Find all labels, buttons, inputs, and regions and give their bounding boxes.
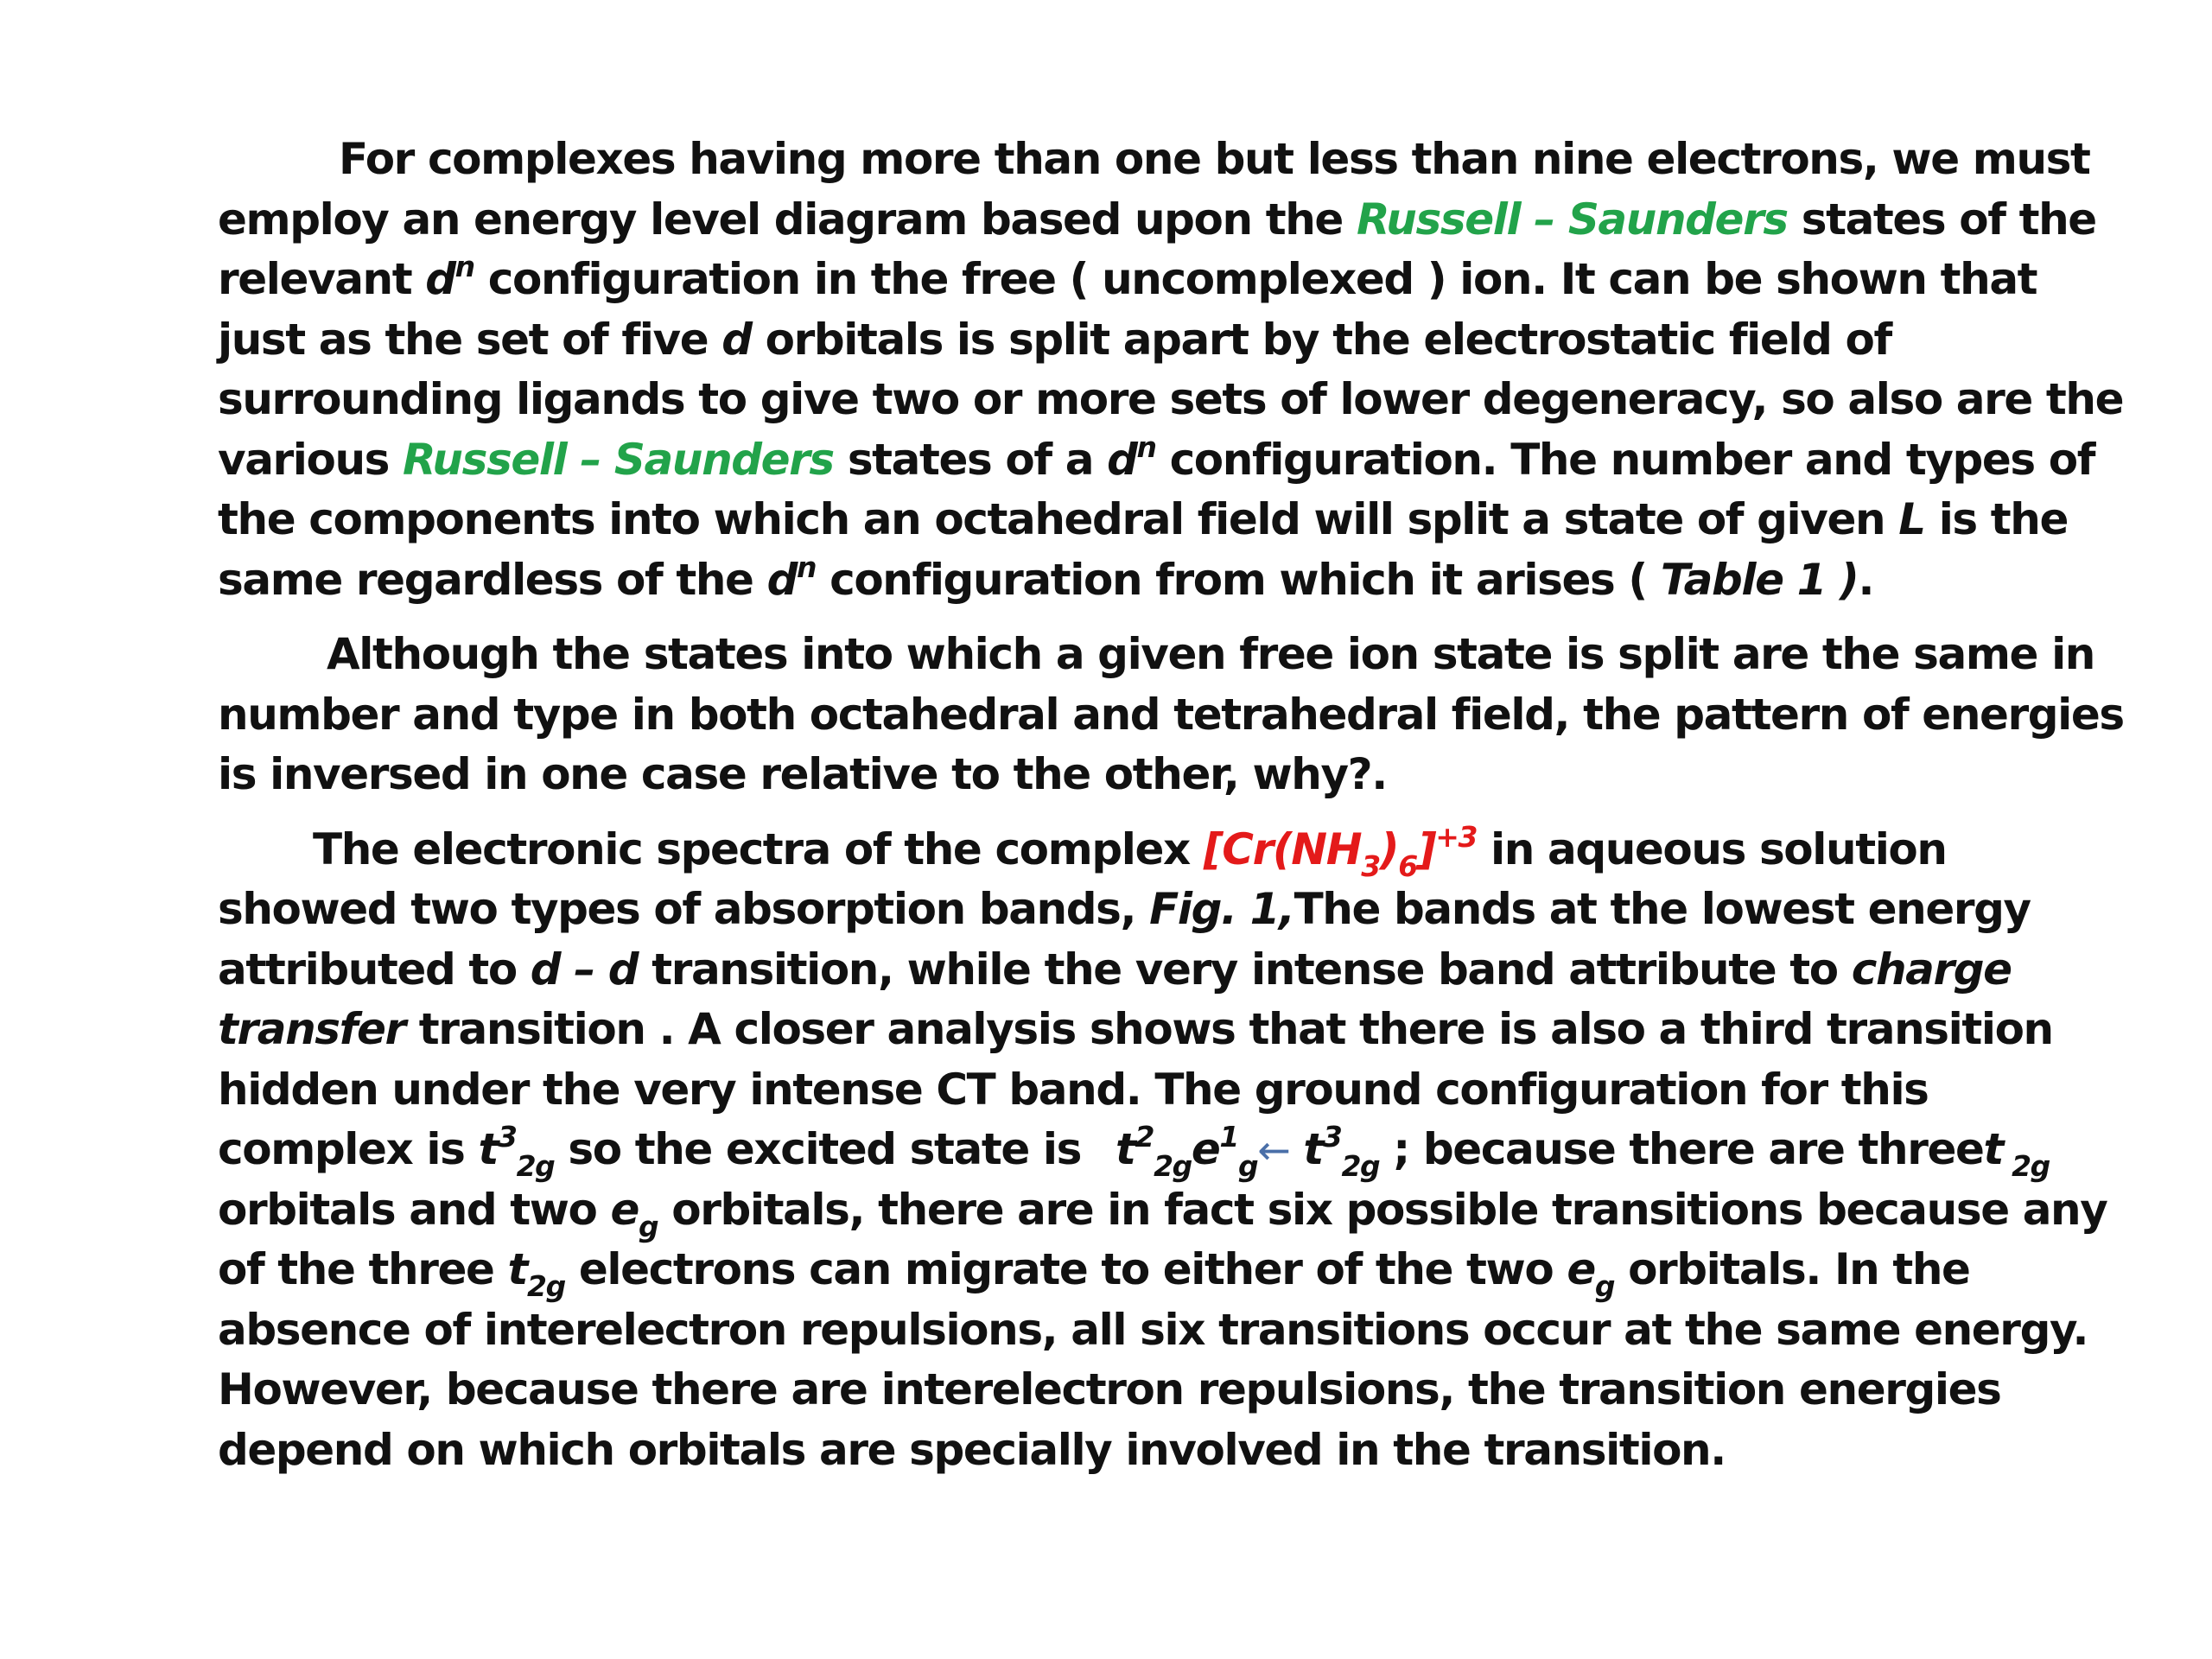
paragraph-1 [218,130,2124,610]
subscript: 2g [2003,1149,2050,1183]
d-symbol: d [1107,434,1137,485]
p1-line-1 [218,130,2110,190]
p1-line-7 [218,490,2110,550]
p3-line-2 [218,880,2110,940]
p3-text: electrons can migrate to either of the two [564,1244,1567,1294]
p3-line-8 [218,1240,2110,1303]
p3-text: complex is [218,1124,479,1174]
t-symbol: t [1116,1124,1135,1174]
p2-text: is inversed in one case relative to the other, why?. [218,749,1387,799]
charge-transfer-term: charge [1851,944,2012,995]
p3-text: The bands at the lowest energy [1294,884,2031,934]
subscript: 2g [1154,1149,1192,1183]
p1-text: same regardless of the [218,554,767,605]
p2-text: number and type in both octahedral and tetrahedral field, the pattern of energies [218,689,2124,740]
p3-text: transition, while the very intense band attribute to [638,944,1852,995]
subscript: g [1237,1149,1258,1183]
p3-line-9 [218,1300,2110,1361]
p3-text: However, because there are interelectron repulsions, the transition energies [218,1364,2001,1414]
ground-configuration [1303,1120,1380,1183]
p3-text: transition . A closer analysis shows that there is also a third transition [404,1004,2053,1054]
p3-text: attributed to [218,944,531,995]
complex-formula [1203,819,1478,883]
p1-line-3 [218,250,2110,310]
formula-part: [Cr(NH [1203,823,1362,874]
t-symbol: t [1303,1124,1323,1174]
p3-line-4 [218,1000,2110,1060]
t2g-term [507,1244,565,1303]
p2-line-2 [218,685,2124,746]
t-symbol: t [478,1124,499,1174]
subscript: 2g [527,1269,565,1303]
p1-text: configuration. The number and types of [1155,434,2095,485]
p1-text: surrounding ligands to give two or more sets of lower degeneracy, so also are the [218,374,2124,424]
russell-saunders-term: Russell – Saunders [403,434,834,485]
superscript: 2 [1135,1120,1154,1154]
p1-text: just as the set of five [218,314,722,365]
n-superscript: n [796,550,817,584]
p1-line-2 [218,190,2110,251]
l-symbol: L [1898,494,1925,544]
p3-line-5 [218,1060,2110,1121]
p1-line-6 [218,430,2110,491]
p1-text: various [218,434,404,485]
p1-text: is the [1924,494,2069,544]
superscript: 3 [1322,1120,1342,1154]
d-symbol: d [425,254,455,304]
p1-text: relevant [218,254,426,304]
subscript: 2g [516,1149,555,1183]
p1-text: employ an energy level diagram based upon the [218,194,1357,245]
formula-subscript: 3 [1361,849,1380,883]
p3-text: orbitals. In the [1614,1244,1970,1294]
p1-text: states of the [1787,194,2096,245]
subscript: g [639,1209,658,1243]
formula-part: ) [1379,823,1399,874]
t-symbol: t [507,1244,528,1294]
t2g-term [1983,1124,2050,1183]
figure-reference: Fig. 1, [1149,884,1294,934]
p1-text: orbitals is split apart by the electrostatic field of [751,314,1891,365]
p1-line-8 [218,550,2110,611]
p2-line-1 [218,625,2110,685]
p3-line-11 [218,1421,2110,1481]
p3-line-6 [218,1120,2110,1183]
formula-part: ] [1416,823,1436,874]
p1-line-4 [218,310,2110,371]
p1-text: configuration in the free ( uncomplexed ) ion. It can be shown that [474,254,2037,304]
paragraph-3 [218,820,2110,1481]
p3-text: absence of interelectron repulsions, all six transitions occur at the same energy. [218,1304,2088,1355]
ground-configuration [478,1120,555,1183]
p1-text: . [1858,554,1874,605]
table-reference: Table 1 ) [1660,554,1859,605]
excited-configuration [1116,1120,1258,1183]
p3-text: in aqueous solution [1477,823,1947,874]
e-symbol: e [1191,1124,1220,1174]
p1-text: configuration from which it arises ( [816,554,1661,605]
russell-saunders-term: Russell – Saunders [1356,194,1788,245]
p3-text: orbitals, there are in fact six possible transitions because any [658,1184,2107,1235]
subscript: g [1594,1269,1615,1303]
p3-text: The electronic spectra of the complex [313,823,1204,874]
p1-text: For complexes having more than one but less than nine electrons, we must [339,134,2090,184]
p2-line-3 [218,745,2110,805]
d-symbol: d [721,314,752,365]
p3-text: hidden under the very intense CT band. The ground configuration for this [218,1064,1929,1115]
p3-line-7 [218,1180,2110,1241]
p3-text: orbitals and two [218,1184,611,1235]
p1-text: the components into which an octahedral field will split a state of given [218,494,1899,544]
p3-line-10 [218,1360,2110,1421]
d-symbol: d [766,554,797,605]
n-superscript: n [454,250,474,283]
n-superscript: n [1136,429,1156,464]
p1-text: states of a [833,434,1108,485]
p3-text: of the three [218,1244,508,1294]
body-text [218,130,2124,1480]
formula-subscript: 6 [1398,849,1417,883]
formula-charge: +3 [1435,819,1478,854]
left-arrow-icon: ← [1257,1127,1290,1173]
e-symbol: e [610,1184,639,1235]
paragraph-2 [218,625,2124,805]
e-symbol: e [1567,1244,1595,1294]
p3-text: so the excited state is [554,1124,1081,1174]
p2-text: Although the states into which a given free ion state is split are the same in [327,629,2095,679]
p1-line-5 [218,370,2124,430]
t-symbol: t [1983,1124,2003,1174]
subscript: 2g [1341,1149,1380,1183]
charge-transfer-term: transfer [218,1004,405,1054]
d-d-term: d – d [530,944,639,995]
p3-text: ; because there are three [1379,1124,1984,1174]
superscript: 3 [498,1120,517,1154]
p3-text: showed two types of absorption bands, [218,884,1150,934]
p3-text: depend on which orbitals are specially involved in the transition. [218,1424,1726,1475]
superscript: 1 [1219,1120,1238,1154]
p3-line-1 [218,819,2110,883]
eg-term [610,1184,658,1243]
p3-line-3 [218,940,2110,1001]
eg-term [1567,1244,1615,1303]
